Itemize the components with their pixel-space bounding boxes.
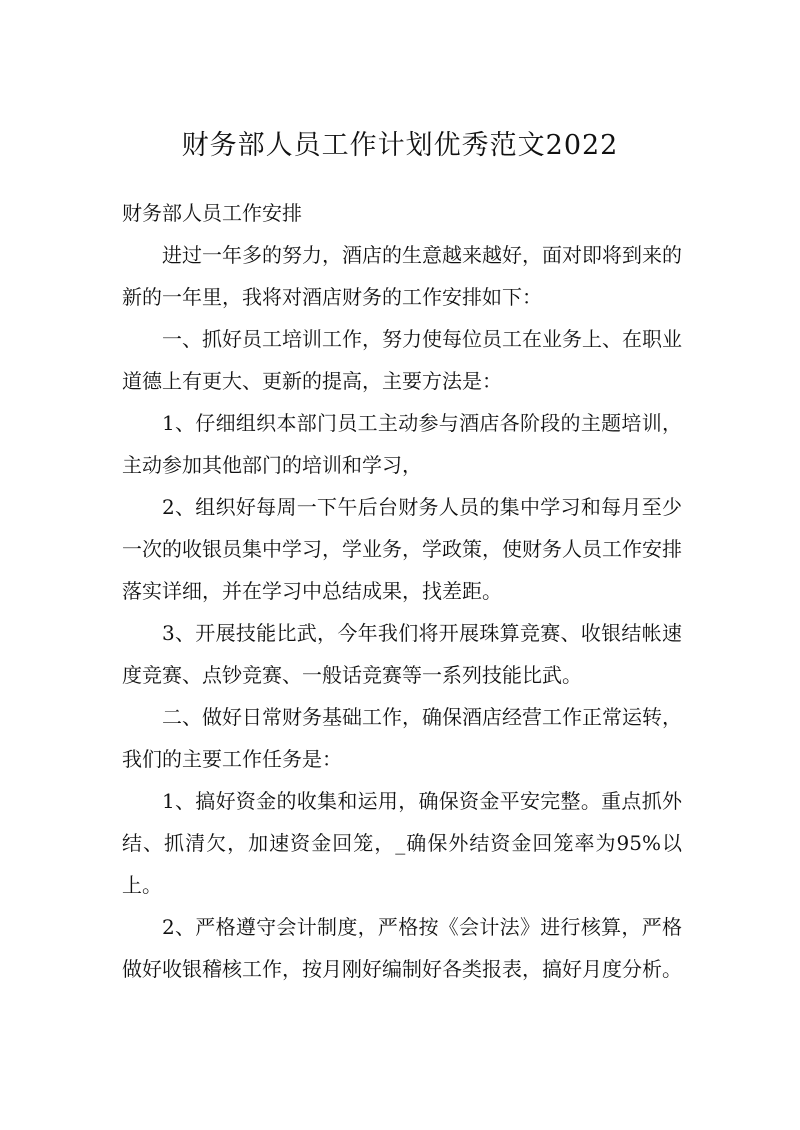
document-title: 财务部人员工作计划优秀范文2022 — [181, 130, 619, 161]
paragraph-section-one: 一、抓好员工培训工作，努力使每位员工在业务上、在职业道德上有更大、更新的提高，主要方法是： — [122, 327, 682, 393]
paragraph-item-2-1: 1、搞好资金的收集和运用，确保资金平安完整。重点抓外结、抓清欠，加速资金回笼，_确保外结资金回笼率为95%以上。 — [122, 789, 682, 897]
paragraph-section-two: 二、做好日常财务基础工作，确保酒店经营工作正常运转，我们的主要工作任务是： — [122, 705, 682, 771]
document-body — [122, 192, 682, 990]
paragraph-item-2-2: 2、严格遵守会计制度，严格按《会计法》进行核算，严格做好收银稽核工作，按月刚好编制好各类报表，搞好月度分析。 — [122, 915, 682, 981]
paragraph-item-1-3: 3、开展技能比武，今年我们将开展珠算竞赛、收银结帐速度竞赛、点钞竞赛、一般话竞赛等一系列技能比武。 — [122, 621, 682, 687]
paragraph-intro: 进过一年多的努力，酒店的生意越来越好，面对即将到来的新的一年里，我将对酒店财务的工作安排如下： — [122, 243, 682, 309]
paragraph-item-1-2: 2、组织好每周一下午后台财务人员的集中学习和每月至少一次的收银员集中学习，学业务，学政策，使财务人员工作安排落实详细，并在学习中总结成果，找差距。 — [122, 495, 682, 603]
section-subheading: 财务部人员工作安排 — [122, 201, 302, 225]
paragraph-item-1-1: 1、仔细组织本部门员工主动参与酒店各阶段的主题培训，主动参加其他部门的培训和学习， — [122, 411, 682, 477]
